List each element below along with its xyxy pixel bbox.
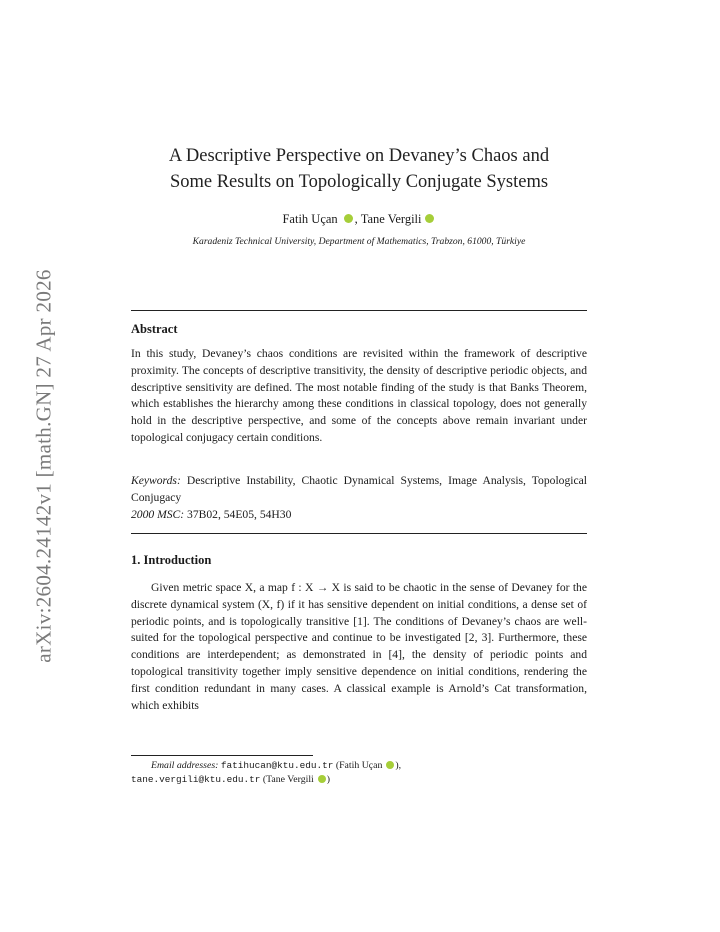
footnote-name-1: (Fatih Uçan (333, 760, 383, 771)
msc-label: 2000 MSC: (131, 508, 185, 521)
section-heading-introduction: 1. Introduction (131, 553, 212, 567)
introduction-text: Given metric space X, a map f : X → X is said to be chaotic in the sense of Devaney for the discrete dynamical system (X, f) if it has sensitive dependent on initial conditions, a dense set of periodic points, and is topologically transitive [1]. The conditions of Devaney’s chaos are well-suited for the topological perspective and continue to be investigated [2, 3]. Furthermore, these conditions are interdependent; as demonstrated in [4], the density of periodic points and topological transitivity together imply sensitive dependence on initial conditions, rendering the first condition redundant in many cases. A classical example is Arnold’s Cat transformation, which exhibits (131, 581, 587, 712)
abstract-bottom-rule (131, 533, 587, 534)
paper-title (131, 143, 587, 195)
title-line-1: A Descriptive Perspective on Devaney’s Chaos and (168, 146, 550, 166)
author-2: Tane Vergili (360, 212, 422, 226)
keywords (131, 473, 587, 507)
keywords-text: Descriptive Instability, Chaotic Dynamical Systems, Image Analysis, Topological Conjugacy (131, 474, 587, 504)
footnote-close-1: ), (395, 760, 402, 771)
abstract-top-rule (131, 310, 587, 311)
affiliation: Karadeniz Technical University, Department of Mathematics, Trabzon, 61000, Türkiye (192, 236, 526, 247)
abstract-text: In this study, Devaney’s chaos conditions are revisited within the framework of descriptive proximity. The concepts of descriptive transitivity, the density of descriptive periodic objects, and descriptive sensitivity are defined. The most notable finding of the study is that Banks Theorem, which establishes the hierarchy among these conditions in classical topology, does not generally hold in the descriptive perspective, and some of the concepts above remain invariant under topological conjugacy certain conditions. (131, 347, 587, 444)
footnote-name-2: (Tane Vergili (260, 774, 314, 785)
orcid-icon[interactable] (386, 761, 394, 769)
orcid-icon[interactable] (425, 214, 434, 223)
author-list (131, 212, 587, 227)
footnote-rule (131, 755, 313, 756)
title-line-2: Some Results on Topologically Conjugate Systems (169, 172, 549, 192)
keywords-label: Keywords: (131, 474, 181, 487)
msc-text: 37B02, 54E05, 54H30 (184, 508, 292, 521)
footnote-close-2: ) (326, 774, 331, 785)
abstract-heading: Abstract (131, 322, 178, 336)
author-1: Fatih Uçan (282, 212, 338, 226)
arxiv-stamp: arXiv:2604.24142v1 [math.GN] 27 Apr 2026 (31, 269, 56, 663)
msc-codes (131, 507, 587, 524)
email-link-1[interactable]: fatihucan@ktu.edu.tr (220, 760, 334, 771)
email-link-2[interactable]: tane.vergili@ktu.edu.tr (131, 774, 261, 785)
orcid-icon[interactable] (318, 775, 326, 783)
footnote-line-2 (131, 773, 587, 787)
footnote-line-1 (131, 759, 587, 773)
footnote-email-label: Email addresses: (151, 760, 219, 771)
author-separator: , (354, 212, 361, 226)
orcid-icon[interactable] (344, 214, 353, 223)
